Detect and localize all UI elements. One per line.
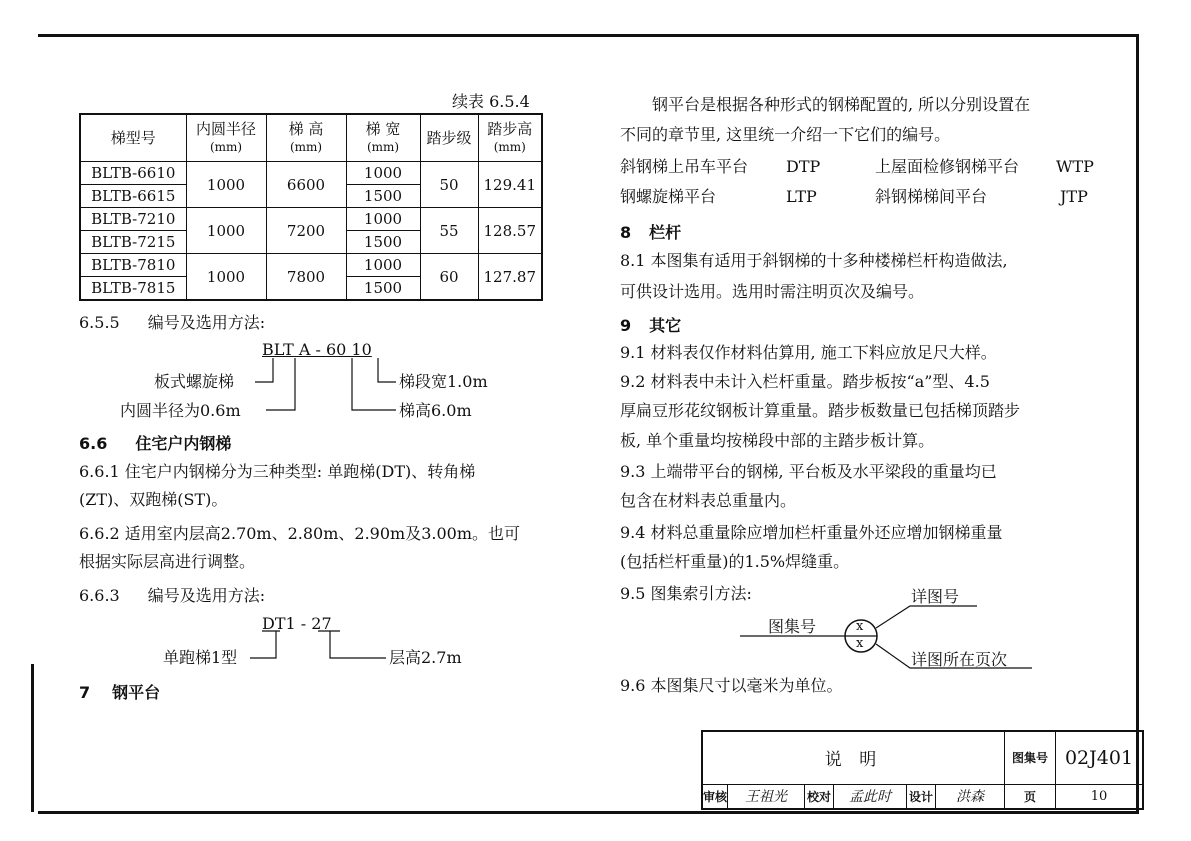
cell-width: 1000 [346, 208, 420, 231]
para-9-1: 9.1 材料表仅作材料估算用, 施工下料应放足尺大样。 [620, 343, 997, 362]
frame-bottom-border [38, 811, 1138, 814]
label-inner-radius: 内圆半径为0.6m [120, 401, 241, 420]
label-single-flight: 单跑梯1型 [163, 648, 238, 667]
cell-radius: 1000 [186, 208, 266, 254]
table-row [80, 254, 542, 277]
platform-code-ltp: LTP [786, 187, 817, 206]
platform-code-jtp: JTP [1060, 187, 1088, 206]
spiral-stair-table [79, 113, 543, 301]
cell-radius: 1000 [186, 254, 266, 301]
drawing-title: 说 明 [702, 731, 1005, 784]
review-signature: 王祖光 [728, 784, 805, 809]
th-model: 梯型号 [80, 114, 186, 162]
para-8-1-line1: 8.1 本图集有适用于斜钢梯的十多种楼梯栏杆构造做法, [620, 251, 1008, 270]
cell-width: 1500 [346, 185, 420, 208]
heading-9: 9 其它 [620, 316, 682, 335]
index-circle-top: x [856, 619, 864, 634]
platform-name-wtp: 上屋面检修钢梯平台 [875, 157, 1020, 176]
cell-width: 1500 [346, 231, 420, 254]
atlas-no: 02J401 [1056, 731, 1144, 784]
label-flight-width: 梯段宽1.0m [399, 372, 488, 391]
index-atlas-label: 图集号 [768, 617, 817, 636]
cell-width: 1000 [346, 162, 420, 185]
cell-model: BLTB-7215 [80, 231, 186, 254]
cell-model: BLTB-7810 [80, 254, 186, 277]
platform-code-wtp: WTP [1056, 157, 1094, 176]
th-step-height: 踏步高 (mm) [478, 114, 542, 162]
cell-radius: 1000 [186, 162, 266, 208]
page-label: 页 [1005, 784, 1056, 809]
table-caption: 续表 6.5.4 [452, 92, 530, 111]
para-6-6-2-line1: 6.6.2 适用室内层高2.70m、2.80m、2.90m及3.00m。也可 [79, 524, 520, 543]
index-circle-bottom: x [856, 636, 864, 651]
heading-8: 8 栏杆 [620, 223, 682, 242]
review-label: 审核 [702, 784, 728, 809]
cell-steps: 60 [420, 254, 478, 301]
para-9-6: 9.6 本图集尺寸以毫米为单位。 [620, 676, 843, 695]
label-plate-spiral: 板式螺旋梯 [154, 372, 235, 391]
cell-step-height: 129.41 [478, 162, 542, 208]
design-label: 设计 [907, 784, 936, 809]
heading-7: 7 钢平台 [79, 683, 161, 702]
code-leader-lines-1 [240, 356, 400, 416]
code-example-blt: BLT A - 60 10 [262, 340, 372, 359]
intro-line2: 不同的章节里, 这里统一介绍一下它们的编号。 [620, 125, 951, 144]
cell-model: BLTB-6610 [80, 162, 186, 185]
para-9-4-line2: (包括栏杆重量)的1.5%焊缝重。 [620, 552, 850, 571]
para-9-2-line2: 厚扁豆形花纹钢板计算重量。踏步板数量已包括梯顶踏步 [620, 401, 1021, 420]
para-6-6-1-line1: 6.6.1 住宅户内钢梯分为三种类型: 单跑梯(DT)、转角梯 [79, 462, 476, 481]
para-9-3-line1: 9.3 上端带平台的钢梯, 平台板及水平梁段的重量均已 [620, 462, 997, 481]
intro-line1: 钢平台是根据各种形式的钢梯配置的, 所以分别设置在 [652, 95, 1031, 114]
cell-model: BLTB-7815 [80, 277, 186, 301]
para-9-3-line2: 包含在材料表总重量内。 [620, 491, 797, 510]
para-9-2-line1: 9.2 材料表中未计入栏杆重量。踏步板按“a”型、4.5 [620, 372, 990, 391]
para-6-6-2-line2: 根据实际层高进行调整。 [79, 552, 256, 571]
heading-6-6: 6.6 住宅户内钢梯 [79, 434, 232, 453]
index-symbol [740, 600, 1040, 670]
page-number: 10 [1056, 784, 1144, 809]
check-signature: 孟此时 [834, 784, 907, 809]
cell-height: 6600 [266, 162, 346, 208]
platform-name-ltp: 钢螺旋梯平台 [620, 187, 717, 206]
code-example-dt: DT1 - 27 [262, 614, 332, 633]
para-9-4-line1: 9.4 材料总重量除应增加栏杆重量外还应增加钢梯重量 [620, 523, 1003, 542]
check-label: 校对 [805, 784, 834, 809]
atlas-no-label: 图集号 [1005, 731, 1056, 784]
platform-name-dtp: 斜钢梯上吊车平台 [620, 157, 749, 176]
index-detail-label: 详图号 [911, 587, 960, 606]
cell-width: 1500 [346, 277, 420, 301]
frame-left-border [31, 664, 34, 812]
label-stair-height: 梯高6.0m [399, 401, 472, 420]
cell-height: 7200 [266, 208, 346, 254]
cell-model: BLTB-7210 [80, 208, 186, 231]
design-signature: 洪森 [936, 784, 1005, 809]
platform-code-dtp: DTP [786, 157, 821, 176]
cell-steps: 55 [420, 208, 478, 254]
label-floor-height: 层高2.7m [389, 648, 462, 667]
cell-model: BLTB-6615 [80, 185, 186, 208]
cell-width: 1000 [346, 254, 420, 277]
table-row [80, 208, 542, 231]
cell-step-height: 128.57 [478, 208, 542, 254]
table-header-row [80, 114, 542, 162]
para-8-1-line2: 可供设计选用。选用时需注明页次及编号。 [620, 282, 925, 301]
cell-steps: 50 [420, 162, 478, 208]
th-width: 梯 宽 (mm) [346, 114, 420, 162]
table-row [80, 162, 542, 185]
index-page-label: 详图所在页次 [911, 650, 1008, 669]
frame-top-border [38, 34, 1138, 37]
section-6-6-3: 6.6.3 编号及选用方法: [79, 586, 266, 605]
th-height: 梯 高 (mm) [266, 114, 346, 162]
para-9-5: 9.5 图集索引方法: [620, 584, 752, 603]
cell-height: 7800 [266, 254, 346, 301]
para-9-2-line3: 板, 单个重量均按梯段中部的主踏步板计算。 [620, 431, 935, 450]
th-radius: 内圆半径 (mm) [186, 114, 266, 162]
frame-right-border [1136, 34, 1139, 814]
platform-name-jtp: 斜钢梯梯间平台 [875, 187, 988, 206]
section-6-5-5: 6.5.5 编号及选用方法: [79, 313, 266, 332]
title-block [701, 730, 1144, 810]
cell-step-height: 127.87 [478, 254, 542, 301]
th-steps: 踏步级 [420, 114, 478, 162]
para-6-6-1-line2: (ZT)、双跑梯(ST)。 [79, 490, 228, 509]
code-leader-lines-2 [240, 630, 390, 670]
